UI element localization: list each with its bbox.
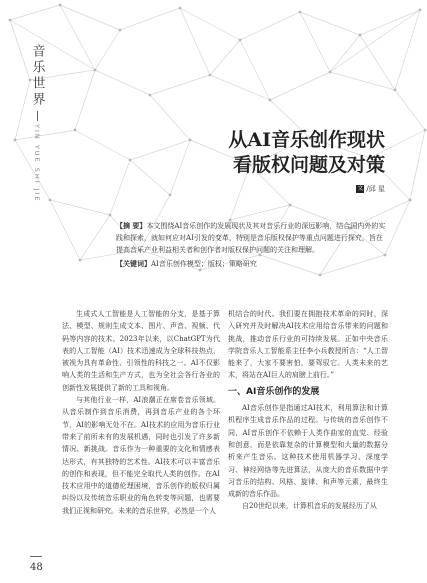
network-node xyxy=(269,99,272,102)
network-line xyxy=(230,205,290,220)
page-number-rule xyxy=(30,556,42,557)
network-node xyxy=(14,139,17,142)
network-line xyxy=(75,130,130,160)
network-line xyxy=(150,75,210,95)
body-paragraph: 与其他行业一样，AI浪潮正在席卷音乐领域。从音乐制作到音乐消费，再到音乐产业的各个环节，AI的影响无处不在。AI技术的应用为音乐行业带来了前所未有的发展机遇，同时也引发了许多新情况、新挑战。音乐作为一种重要的文化和情感表达形式，有其独特的艺术性。AI技术可以丰富音乐的创作和表现，但不能完全取代人类的创作。在AI技术应用中的道德伦理困境，音乐创作的版权归属纠纷以及传统音乐职业的角色转变等问题，也需要我们正视和研究。未来的音乐世界，必然是一个人 xyxy=(62,396,220,515)
network-line xyxy=(110,160,130,215)
network-node xyxy=(79,259,82,262)
body-column-right xyxy=(228,308,388,513)
network-line xyxy=(300,12,330,72)
network-line xyxy=(50,200,80,260)
network-node xyxy=(119,29,122,32)
network-line xyxy=(410,130,425,200)
abstract-text: 本文围绕AI音乐创作的发展现状及其对音乐行业的深远影响，结合国内外的实践和探索，就如何应对AI引发的变革，特别是音乐版权保护等重点问题进行探究，旨在提高音乐产业利益相关者和创作者对版权保护问题的关注和理解。 xyxy=(116,222,386,254)
network-node xyxy=(94,69,97,72)
network-line xyxy=(75,70,95,130)
network-node xyxy=(299,11,302,14)
network-line xyxy=(130,140,190,160)
network-line xyxy=(270,72,330,100)
network-line xyxy=(170,140,190,195)
network-line xyxy=(130,160,170,195)
network-node xyxy=(329,71,332,74)
network-line xyxy=(210,75,270,100)
network-node xyxy=(419,9,422,12)
section-heading: 一、AI音乐创作的发展 xyxy=(228,386,320,397)
network-node xyxy=(109,214,112,217)
network-line xyxy=(395,90,425,130)
abstract-block xyxy=(116,220,388,270)
network-line xyxy=(150,95,190,140)
network-line xyxy=(60,5,120,30)
network-line xyxy=(330,35,360,72)
network-node xyxy=(149,94,152,97)
network-node xyxy=(169,194,172,197)
column-name: 音乐世界 xyxy=(29,44,45,108)
network-line xyxy=(120,8,180,30)
network-node xyxy=(359,34,362,37)
keywords-text: AI音乐创作模型；版权；策略研究 xyxy=(151,260,257,268)
network-line xyxy=(360,10,420,35)
abstract-label: 【摘 要】 xyxy=(116,221,147,230)
network-node xyxy=(209,74,212,77)
network-line xyxy=(10,5,60,20)
author-byline xyxy=(356,184,385,194)
network-node xyxy=(394,89,397,92)
body-paragraph-continued: 机结合的时代。我们要在拥抱技术革命的同时，深入研究并及时解决AI技术应用给音乐带来的问题和挑战，推动音乐行业的可持续发展。正如中央音乐学院音乐人工智能系主任李小兵教授所言：“人工智能来了，大家不要害怕，要驾驭它。人类未来的艺术，将站在AI巨人的肩膀上前行。” xyxy=(228,310,388,380)
network-node xyxy=(59,4,62,7)
network-line xyxy=(180,8,210,75)
network-node xyxy=(9,19,12,22)
body-column-left xyxy=(62,308,220,517)
network-line xyxy=(95,70,150,95)
network-node xyxy=(74,129,77,132)
body-paragraph: AI音乐创作是指通过AI技术，利用算法和计算机程序生成音乐作品的过程。与传统的音乐创作不同，AI音乐创作不依赖于人类作曲家的直觉、经验和创意，而是依靠复杂的计算模型和大量的数据分析来产生音乐。这种技术使用机器学习、深度学习、神经网络等先进算法，从庞大的音乐数据中学习音乐的结构、风格、旋律、和声等元素，最终生成新的音乐作品。 xyxy=(228,404,388,499)
network-node xyxy=(289,204,292,207)
network-line xyxy=(240,12,300,40)
article-title xyxy=(228,128,385,178)
author-mark: 文 xyxy=(357,185,364,192)
page-number: 48 xyxy=(30,562,43,573)
network-line xyxy=(210,40,240,75)
network-node xyxy=(424,129,427,132)
author-name: /邱 星 xyxy=(366,185,385,193)
network-node xyxy=(179,7,182,10)
network-node xyxy=(319,274,322,277)
network-line xyxy=(95,30,120,70)
network-node xyxy=(189,139,192,142)
body-paragraph: 生成式人工智能是人工智能的分支，是基于算法、模型、规则生成文本、图片、声音、视频、代码等内容的技术。2023年以来，以ChatGPT为代表的人工智能（AI）技术迅速成为全球科技热点，被视为具有革命性、引领性的科技之一。AI不仅影响人类的生活和生产方式，也为全社会各行各业的创新性发展提供了新的工具和视角。 xyxy=(62,310,220,392)
network-line xyxy=(395,10,420,90)
keywords-label: 【关键词】 xyxy=(116,259,151,268)
title-line-2: 看版权问题及对策 xyxy=(232,154,385,176)
title-line-1: 从AI音乐创作现状 xyxy=(228,129,385,151)
network-line xyxy=(80,215,110,260)
network-node xyxy=(129,159,132,162)
network-node xyxy=(409,199,412,202)
network-line xyxy=(180,8,240,40)
network-line xyxy=(60,5,95,70)
column-pinyin: YIN YUE SHI JIE xyxy=(33,124,41,203)
column-header xyxy=(24,44,50,203)
column-divider xyxy=(37,111,38,121)
network-line xyxy=(240,40,270,100)
network-node xyxy=(239,39,242,42)
network-line xyxy=(330,10,420,72)
network-line xyxy=(50,200,110,215)
network-line xyxy=(300,12,360,35)
network-line xyxy=(10,20,95,70)
network-line xyxy=(385,200,410,255)
body-paragraph: 自20世纪以来，计算机音乐的发展经历了从 xyxy=(242,502,377,511)
